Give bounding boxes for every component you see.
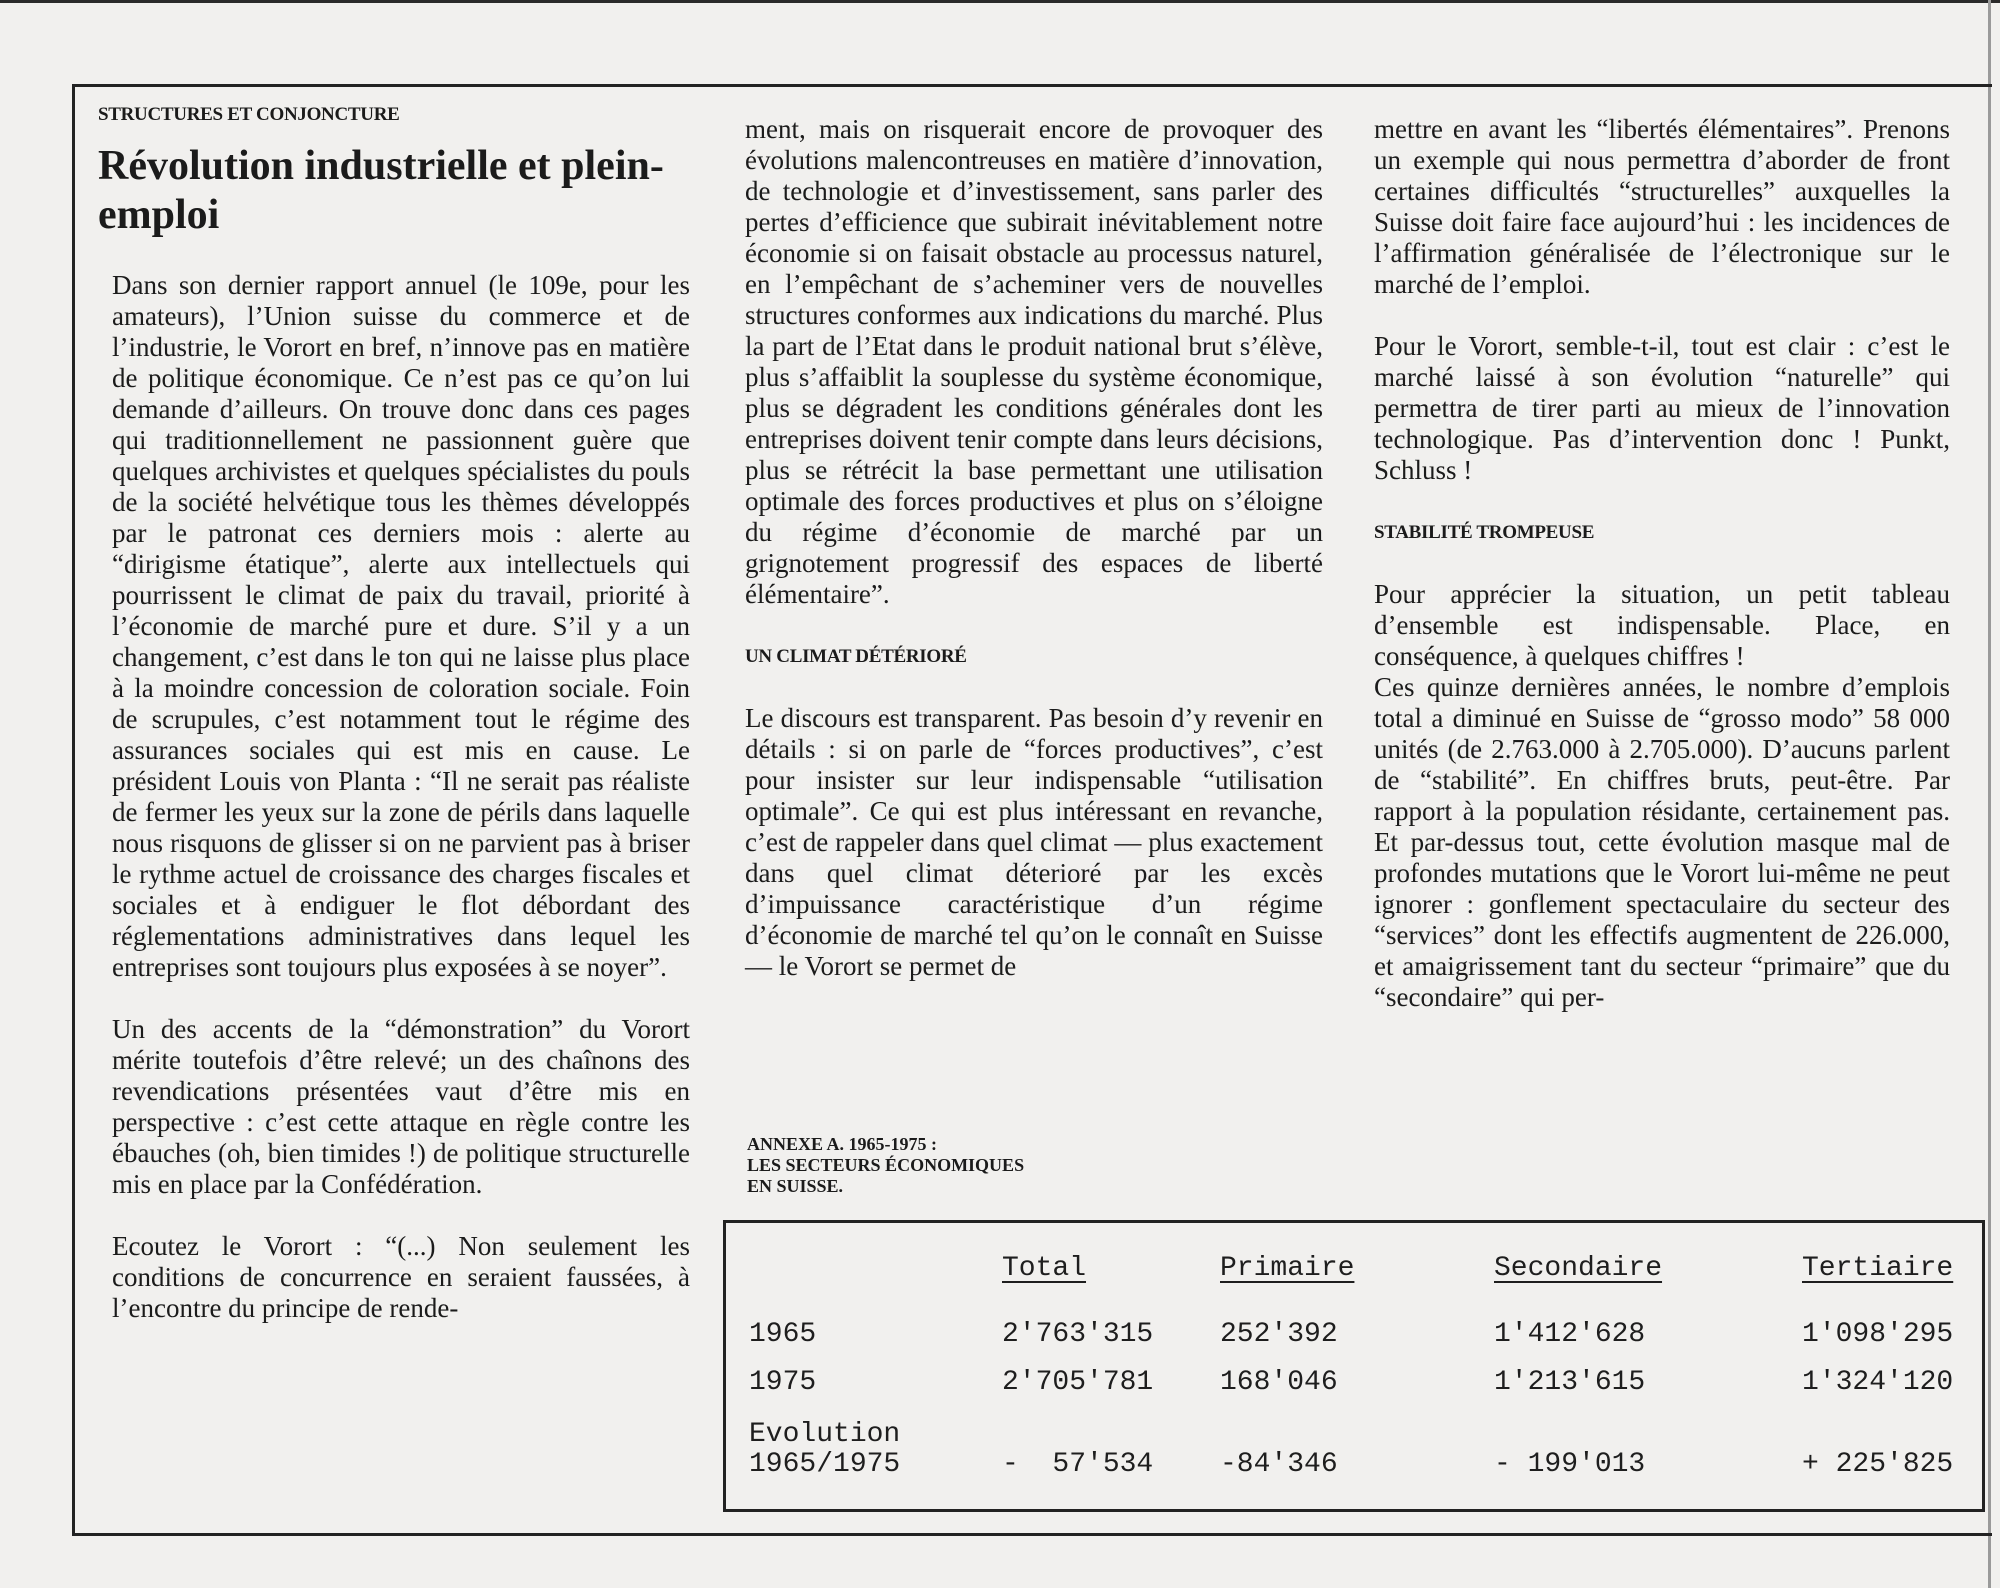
paragraph: Ces quinze dernières années, le nombre d’emplois total a diminué en Suisse de “grosso modo” 58 000 unités (de 2.763.000 à 2.705.000). D’aucuns parlent de “stabilité”. En chiffres bruts, peut-être. Par rapport à la population résidante, certainement pas. Et par-dessus tout, cette évolution masque mal de profondes mutations que le Vorort lui-même ne peut ignorer : gonflement spectaculaire du secteur des “services” dont les effectifs augmentent de 226.000, et amaigrissement tant du secteur “primaire” que du “secondaire” qui per- — [1374, 672, 1950, 1012]
top-rule — [0, 0, 2000, 3]
cell: - 57'534 — [1002, 1449, 1154, 1480]
cell: 1'098'295 — [1802, 1319, 1954, 1350]
cell: - 199'013 — [1494, 1449, 1646, 1480]
paragraph: Un des accents de la “démonstration” du Vorort mérite toutefois d’être relevé; un des chaînons des revendications présentées vaut d’être mis en perspective : c’est cette attaque en règle contre les ébauches (oh, bien timides !) de politique structurelle mis en place par la Confédération. — [112, 1014, 690, 1199]
column-2 — [745, 114, 1323, 982]
table-caption — [747, 1134, 1167, 1197]
row-label-1975: 1975 — [749, 1367, 817, 1398]
paragraph: ment, mais on risquerait encore de provoquer des évolutions malencontreuses en matière d’innovation, de technologie et d’investissement, sans parler des pertes d’efficience que subirait inévitablement notre économie si on faisait obstacle au processus naturel, en l’empêchant de s’acheminer vers de nouvelles structures conformes aux indications du marché. Plus la part de l’Etat dans le produit national brut s’élève, plus s’affaiblit la souplesse du système économique, plus se dégradent les conditions générales dont les entreprises doivent tenir compte dans leurs décisions, plus se rétrécit la base permettant une utilisation optimale des forces productives et plus on s’éloigne du régime d’économie de marché par un grignotement progressif des espaces de liberté élémentaire”. — [745, 114, 1323, 609]
paragraph: Pour le Vorort, semble-t-il, tout est clair : c’est le marché laissé à son évolution “naturelle” qui permettra de tirer parti au mieux de l’innovation technologique. Pas d’intervention donc ! Punkt, Schluss ! — [1374, 331, 1950, 485]
row-label-period: 1965/1975 — [749, 1449, 901, 1480]
column-3 — [1374, 114, 1950, 1013]
cell: 1'412'628 — [1494, 1319, 1646, 1350]
subheading-stabilite: STABILITÉ TROMPEUSE — [1374, 522, 1595, 543]
sector-table — [723, 1220, 1985, 1512]
row-label-1965: 1965 — [749, 1319, 817, 1350]
cell: 1'213'615 — [1494, 1367, 1646, 1398]
paragraph: Pour apprécier la situation, un petit tableau d’ensemble est indispensable. Place, en conséquence, à quelques chiffres ! — [1374, 579, 1950, 671]
cell: 1'324'120 — [1802, 1367, 1954, 1398]
header-total: Total — [1002, 1253, 1087, 1284]
header-primaire: Primaire — [1220, 1253, 1355, 1284]
header-secondaire: Secondaire — [1494, 1253, 1663, 1284]
paragraph: Le discours est transparent. Pas besoin d’y revenir en détails : si on parle de “forces productives”, c’est pour insister sur leur indispensable “utilisation optimale”. Ce qui est plus intéressant en revanche, c’est de rappeler dans quel climat — plus exactement dans quel climat déterioré par les excès d’impuissance caractéristique d’un régime d’économie de marché tel qu’on le connaît en Suisse — le Vorort se permet de — [745, 703, 1323, 981]
cell: 2'763'315 — [1002, 1319, 1154, 1350]
header-tertiaire: Tertiaire — [1802, 1253, 1954, 1284]
cell: -84'346 — [1220, 1449, 1338, 1480]
paragraph: Ecoutez le Vorort : “(...) Non seulement les conditions de concurrence en seraient faussées, à l’encontre du principe de rende- — [112, 1231, 690, 1323]
paragraph: Dans son dernier rapport annuel (le 109e, pour les amateurs), l’Union suisse du commerce et de l’industrie, le Vorort en bref, n’innove pas en matière de politique économique. Ce n’est pas ce qu’on lui demande d’ailleurs. On trouve donc dans ces pages qui traditionnellement ne passionnent guère que quelques archivistes et quelques spécialistes du pouls de la société helvétique tous les thèmes développés par le patronat ces derniers mois : alerte au “dirigisme étatique”, alerte aux intellectuels qui pourrissent le climat de paix du travail, priorité à l’économie de marché pure et dure. S’il y a un changement, c’est dans le ton qui ne laisse plus place à la moindre concession de coloration sociale. Foin de scrupules, c’est notamment tout le régime des assurances sociales qui est mis en cause. Le président Louis von Planta : “Il ne serait pas réaliste de fermer les yeux sur la zone de périls dans laquelle nous risquons de glisser si on ne parvient pas à briser le rythme actuel de croissance des charges fiscales et sociales et à endiguer le flot débordant des réglementations administratives dans lequel les entreprises sont toujours plus exposées à se noyer”. — [112, 270, 690, 982]
caption-line: LES SECTEURS ÉCONOMIQUES — [747, 1155, 1025, 1175]
section-kicker: STRUCTURES ET CONJONCTURE — [98, 104, 400, 125]
subheading-climat: UN CLIMAT DÉTÉRIORÉ — [745, 646, 967, 667]
caption-line: ANNEXE A. 1965-1975 : — [747, 1134, 938, 1154]
cell: 168'046 — [1220, 1367, 1338, 1398]
paragraph: mettre en avant les “libertés élémentaires”. Prenons un exemple qui nous permettra d’aborder de front certaines difficultés “structurelles” auxquelles la Suisse doit faire face aujourd’hui : les incidences de l’affirmation généralisée de l’électronique sur le marché de l’emploi. — [1374, 114, 1950, 299]
cell: 252'392 — [1220, 1319, 1338, 1350]
column-1 — [112, 270, 690, 1324]
article-title: Révolution industrielle et plein-emploi — [98, 143, 664, 238]
caption-line: EN SUISSE. — [747, 1176, 844, 1196]
cell: + 225'825 — [1802, 1449, 1954, 1480]
cell: 2'705'781 — [1002, 1367, 1154, 1398]
row-label-evolution: Evolution — [749, 1419, 901, 1450]
